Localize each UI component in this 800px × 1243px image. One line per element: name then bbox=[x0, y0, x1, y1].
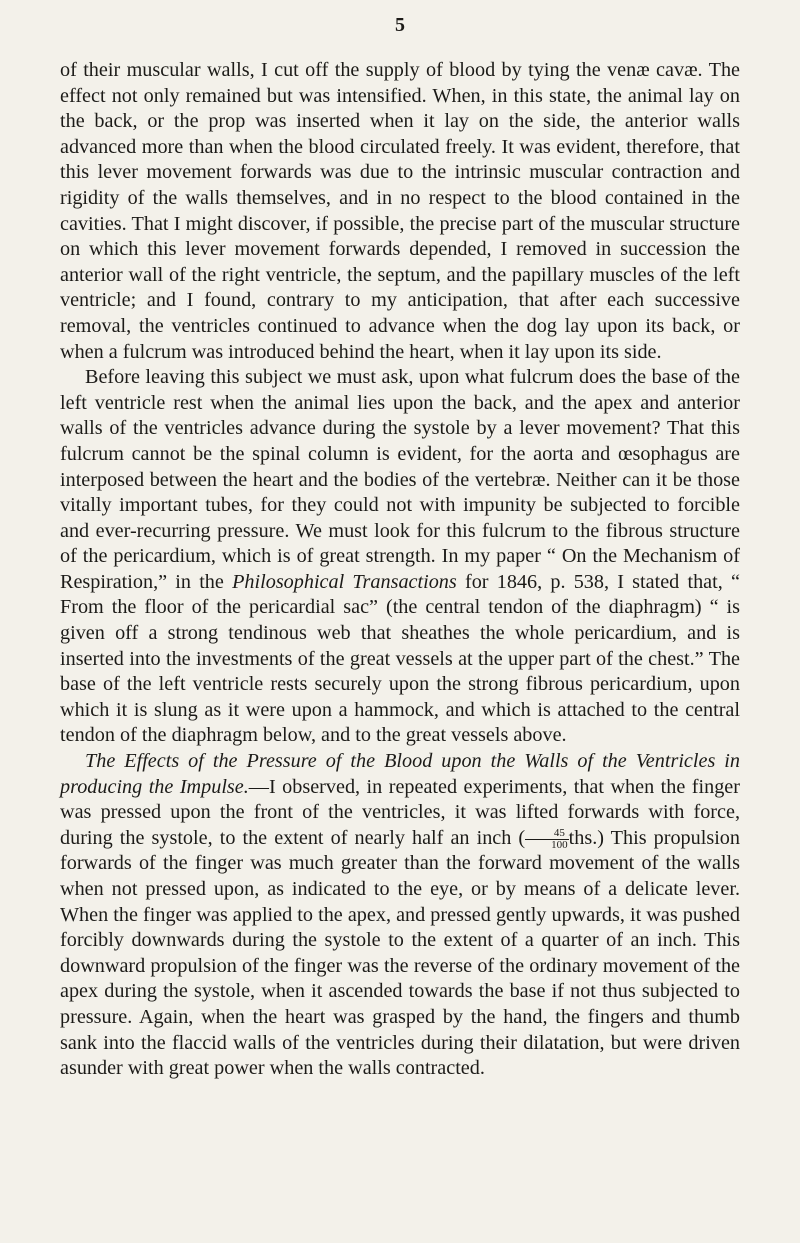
body-text bbox=[60, 58, 740, 1082]
fraction-denominator: 100 bbox=[551, 838, 568, 851]
fraction bbox=[525, 828, 569, 851]
journal-title: Philosophical Transactions bbox=[232, 570, 457, 593]
paragraph-2-text-b: for 1846, p. 538, I stated that, “ From the floor of the pericardial sac” (the central tendon of the diaphragm) “ is given off a strong tendinous web that sheathes the whole pericardium, and is inserted into the investments of the great vessels at the upper part of the chest.” The base of the left ventricle rests securely upon the strong fibrous pericardium, upon which it is slung as it were upon a hammock, and which is attached to the central tendon of the diaphragm below, and to the great vessels above. bbox=[60, 570, 740, 747]
paragraph-2-text-a: Before leaving this subject we must ask, upon what fulcrum does the base of the left ventricle rest when the animal lies upon the back, and the apex and anterior walls of the ventricles advance during the systole by a lever movement? That this fulcrum cannot be the spinal column is evident, for the aorta and œsophagus are interposed between the heart and the bodies of the vertebræ. Neither can it be those vitally important tubes, for they could not with impunity be subjected to forcible and ever-recurring pressure. We must look for this fulcrum to the fibrous structure of the pericardium, which is of great strength. In my paper “ On the Mechanism of Respiration,” in the bbox=[60, 366, 740, 593]
paragraph-3 bbox=[60, 749, 740, 1082]
fraction-suffix: ths.) bbox=[568, 826, 604, 849]
paragraph-1: of their muscular walls, I cut off the supply of blood by tying the venæ cavæ. The effect not only remained but was intensified. When, in this state, the animal lay on the back, or the prop was inserted when it lay on the side, the anterior walls advanced more than when the blood circulated freely. It was evident, therefore, that this lever movement forwards was due to the intrinsic muscular contraction and rigidity of the walls themselves, and in no respect to the blood contained in the cavities. That I might discover, if possible, the precise part of the muscular structure on which this lever movement forwards depended, I removed in succession the anterior wall of the right ventricle, the septum, and the papillary muscles of the left ventricle; and I found, contrary to my anticipation, that after each successive removal, the ventricles continued to advance when the dog lay upon its back, or when a fulcrum was introduced behind the heart, when it lay upon its side. bbox=[60, 59, 740, 363]
section-heading: The Effects of the Pressure of the Blood upon the Walls of the Ventricles in producing the Impulse. bbox=[60, 750, 740, 798]
fraction-numerator: 45 bbox=[525, 828, 569, 840]
page-number: 5 bbox=[395, 14, 405, 36]
paragraph-2 bbox=[60, 365, 740, 749]
paragraph-3-text-b: This propulsion forwards of the finger was much greater than the forward movement of the walls when not pressed upon, as indicated to the eye, or by means of a delicate lever. When the finger was applied to the apex, and pressed gently upwards, it was pushed forcibly downwards during the systole to the extent of a quarter of an inch. This downward propulsion of the finger was the reverse of the ordinary movement of the apex during the systole, when it ascended towards the base if not thus subjected to pressure. Again, when the heart was grasped by the hand, the fingers and thumb sank into the flaccid walls of the ventricles during their dilatation, but were driven asunder with great power when the walls contracted. bbox=[60, 826, 740, 1080]
paragraph-3-text-a: —I observed, in repeated experiments, that when the finger was pressed upon the front of the ventricles, it was lifted forwards with force, during the systole, to the extent of nearly half an inch ( bbox=[60, 775, 740, 849]
